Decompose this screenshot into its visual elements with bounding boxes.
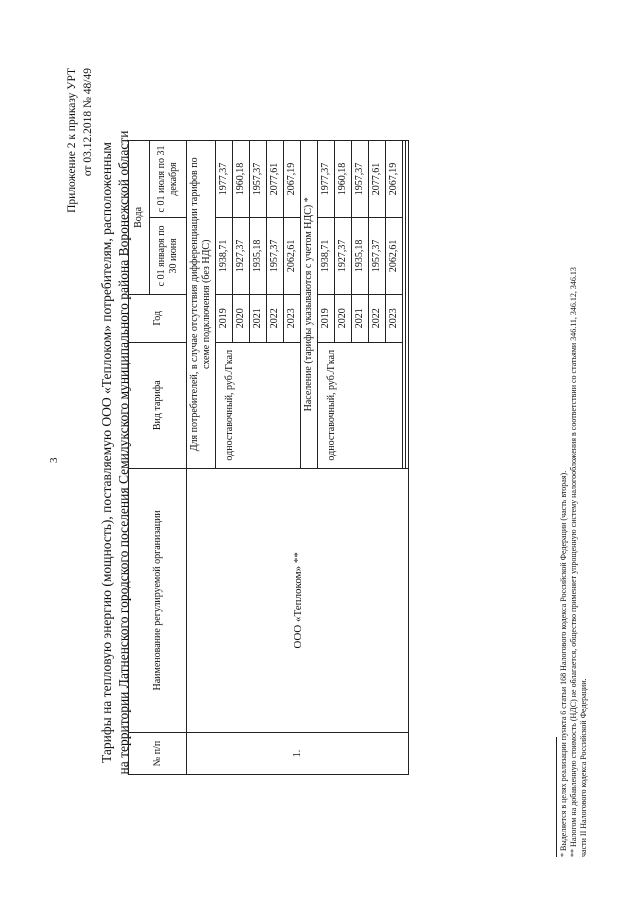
document-title xyxy=(98,70,132,835)
appendix-line-1: Приложение 2 к приказу УРТ xyxy=(66,68,78,213)
title-line-2: на территории Латненского городского поселения Семилукского муниципального района Воронежской области xyxy=(116,130,131,775)
footnote-2: ** Налогом на добавленную стоимость (НДС) не облагается, общество применяет упрощенную систему налогообложения в соответствии со статьями 346.11, 346.12, 346.13 xyxy=(569,267,578,857)
footnotes xyxy=(556,57,589,857)
value-h1-cell: 1957,37 xyxy=(267,217,284,294)
header-row-1 xyxy=(129,141,150,775)
header-tariff-type: Вид тарифа xyxy=(129,342,187,468)
header-period-2: с 01 июля по 31 декабря xyxy=(150,141,187,218)
year-cell: 2021 xyxy=(250,294,267,342)
appendix-reference xyxy=(64,68,96,213)
header-org: Наименование регулируемой организации xyxy=(129,468,187,732)
value-h1-cell: 1938,71 xyxy=(216,217,233,294)
value-h1-cell: 1935,18 xyxy=(352,217,369,294)
value-h2-cell: 2067,19 xyxy=(284,141,301,218)
header-period-1: с 01 января по 30 июня xyxy=(150,217,187,294)
organization-name: ООО «Теплоком» ** xyxy=(187,468,409,732)
value-h2-cell: 1977,37 xyxy=(318,141,335,218)
value-h1-cell: 2062,61 xyxy=(386,217,403,294)
value-h2-cell: 1977,37 xyxy=(216,141,233,218)
value-h2-cell: 2067,19 xyxy=(386,141,403,218)
title-line-1: Тарифы на тепловую энергию (мощность), поставляемую ООО «Теплоком» потребителям, расположенным xyxy=(99,142,114,763)
value-h2-cell: 2077,61 xyxy=(369,141,386,218)
year-cell: 2020 xyxy=(335,294,352,342)
year-cell: 2019 xyxy=(318,294,335,342)
section-title: Для потребителей, в случае отсутствия дифференциации тарифов по схеме подключения (без НДС) xyxy=(187,141,216,469)
year-cell: 2023 xyxy=(284,294,301,342)
year-cell: 2021 xyxy=(352,294,369,342)
value-h2-cell: 1957,37 xyxy=(352,141,369,218)
footnote-3: части II Налогового кодекса Российской Федерации. xyxy=(579,678,588,857)
section-title: Население (тарифы указываются с учетом НДС) * xyxy=(301,141,318,469)
value-h1-cell: 1957,37 xyxy=(369,217,386,294)
value-h1-cell: 1938,71 xyxy=(318,217,335,294)
section-row xyxy=(187,141,216,775)
value-h2-cell: 1957,37 xyxy=(250,141,267,218)
value-h1-cell: 1927,37 xyxy=(335,217,352,294)
footnote-divider xyxy=(556,737,557,857)
value-h1-cell: 1927,37 xyxy=(233,217,250,294)
value-h2-cell: 1960,18 xyxy=(233,141,250,218)
value-h2-cell: 1960,18 xyxy=(335,141,352,218)
year-cell: 2022 xyxy=(267,294,284,342)
year-cell: 2022 xyxy=(369,294,386,342)
year-cell: 2023 xyxy=(386,294,403,342)
tariff-table xyxy=(128,140,409,775)
tariff-type-cell: одноставочный, руб./Гкал xyxy=(318,342,403,468)
year-cell: 2019 xyxy=(216,294,233,342)
value-h1-cell: 2062,61 xyxy=(284,217,301,294)
footnote-1: * Выделяется в целях реализации пункта 6 статьи 168 Налогового кодекса Российской Федерации (часть вторая). xyxy=(559,470,568,857)
year-cell: 2020 xyxy=(233,294,250,342)
value-h1-cell: 1935,18 xyxy=(250,217,267,294)
page-number: 3 xyxy=(48,457,60,463)
header-num: № п/п xyxy=(129,733,187,775)
value-h2-cell: 2077,61 xyxy=(267,141,284,218)
header-year: Год xyxy=(129,294,187,342)
appendix-line-2: от 03.12.2018 № 48/49 xyxy=(82,68,94,177)
tariff-type-cell: одноставочный, руб./Гкал xyxy=(216,342,301,468)
row-number: 1. xyxy=(187,733,409,775)
header-water: Вода xyxy=(129,141,150,295)
